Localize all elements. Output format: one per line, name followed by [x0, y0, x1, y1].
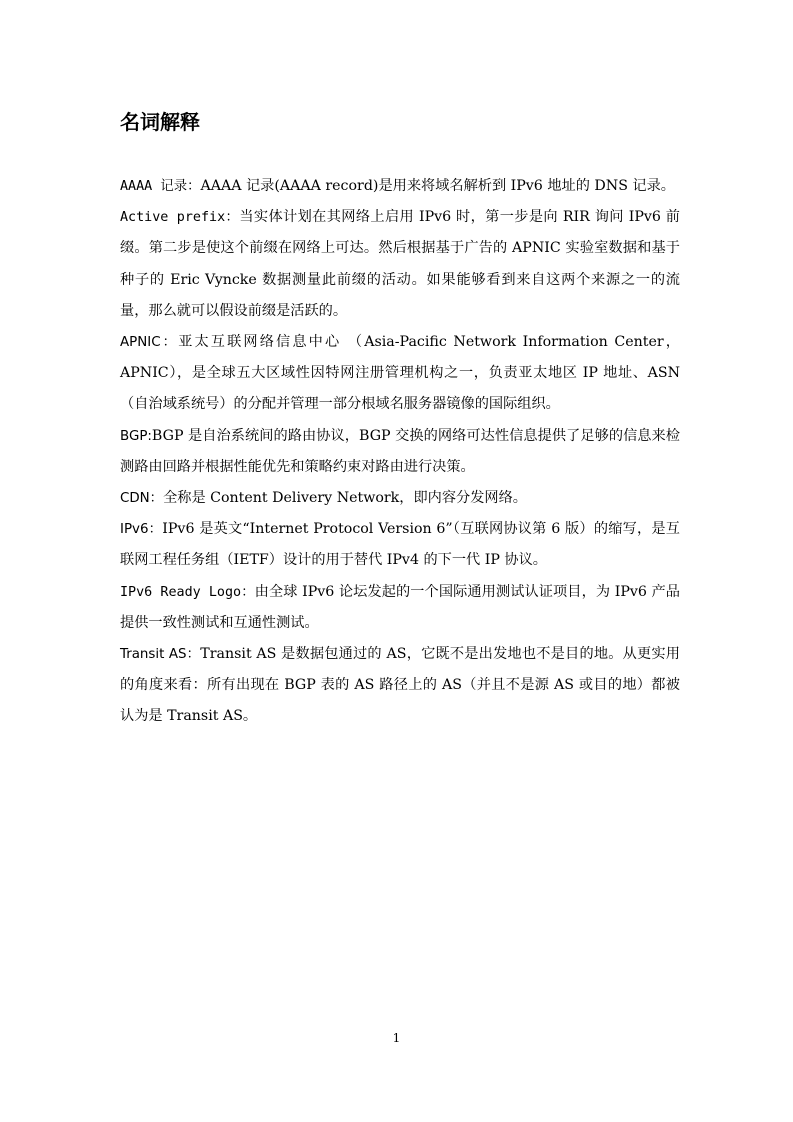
page-number: 1 [392, 1031, 401, 1045]
glossary-term: BGP: [120, 428, 152, 444]
glossary-entry-cdn [120, 483, 680, 514]
glossary-entry-ipv6-ready-logo [120, 577, 680, 639]
glossary-list [120, 171, 680, 733]
glossary-definition: Transit AS 是数据包通过的 AS，它既不是出发地也不是目的地。从更实用的角度来看：所有出现在 BGP 表的 AS 路径上的 AS（并且不是源 AS 或目的地）都被认为是 Transit AS。 [120, 646, 680, 725]
page-title: 名词解释 [120, 110, 200, 134]
glossary-definition: 亚太互联网络信息中心 （Asia-Pacific Network Information Center，APNIC），是全球五大区域性因特网注册管理机构之一，负责亚太地区 IP 地址、ASN（自治域系统号）的分配并管理一部分根域名服务器镜像的国际组织。 [120, 334, 680, 413]
glossary-definition: 当实体计划在其网络上启用 IPv6 时，第一步是向 RIR 询问 IPv6 前缀。第二步是使这个前缀在网络上可达。然后根据基于广告的 APNIC 实验室数据和基于种子的 Eric Vyncke 数据测量此前缀的活动。如果能够看到来自这两个来源之一的流量，那么就可以假设前缀是活跃的。 [120, 209, 680, 319]
glossary-entry-bgp [120, 421, 680, 483]
glossary-entry-ipv6 [120, 514, 680, 576]
glossary-entry-active-prefix [120, 202, 680, 327]
glossary-term: APNIC： [120, 335, 179, 351]
glossary-definition: AAAA 记录(AAAA record)是用来将域名解析到 IPv6 地址的 DNS 记录。 [200, 178, 675, 194]
glossary-term: Active prefix： [120, 210, 240, 226]
glossary-definition: 由全球 IPv6 论坛发起的一个国际通用测试认证项目，为 IPv6 产品提供一致性测试和互通性测试。 [120, 583, 680, 631]
glossary-definition: BGP 是自治系统间的路由协议，BGP 交换的网络可达性信息提供了足够的信息来检测路由回路并根据性能优先和策略约束对路由进行决策。 [120, 427, 680, 475]
glossary-term: AAAA 记录： [120, 179, 201, 194]
glossary-term: CDN： [120, 491, 164, 507]
glossary-entry-transit-as [120, 639, 680, 733]
glossary-term: IPv6 Ready Logo： [120, 584, 255, 600]
glossary-definition: 全称是 Content Delivery Network，即内容分发网络。 [163, 490, 527, 507]
glossary-entry-aaaa [120, 171, 680, 202]
glossary-term: IPv6： [120, 522, 163, 538]
glossary-entry-apnic [120, 327, 680, 421]
glossary-definition: IPv6 是英文“Internet Protocol Version 6”（互联网协议第 6 版）的缩写，是互联网工程任务组（IETF）设计的用于替代 IPv4 的下一代 IP 协议。 [120, 521, 680, 569]
glossary-term: Transit AS： [120, 647, 201, 663]
